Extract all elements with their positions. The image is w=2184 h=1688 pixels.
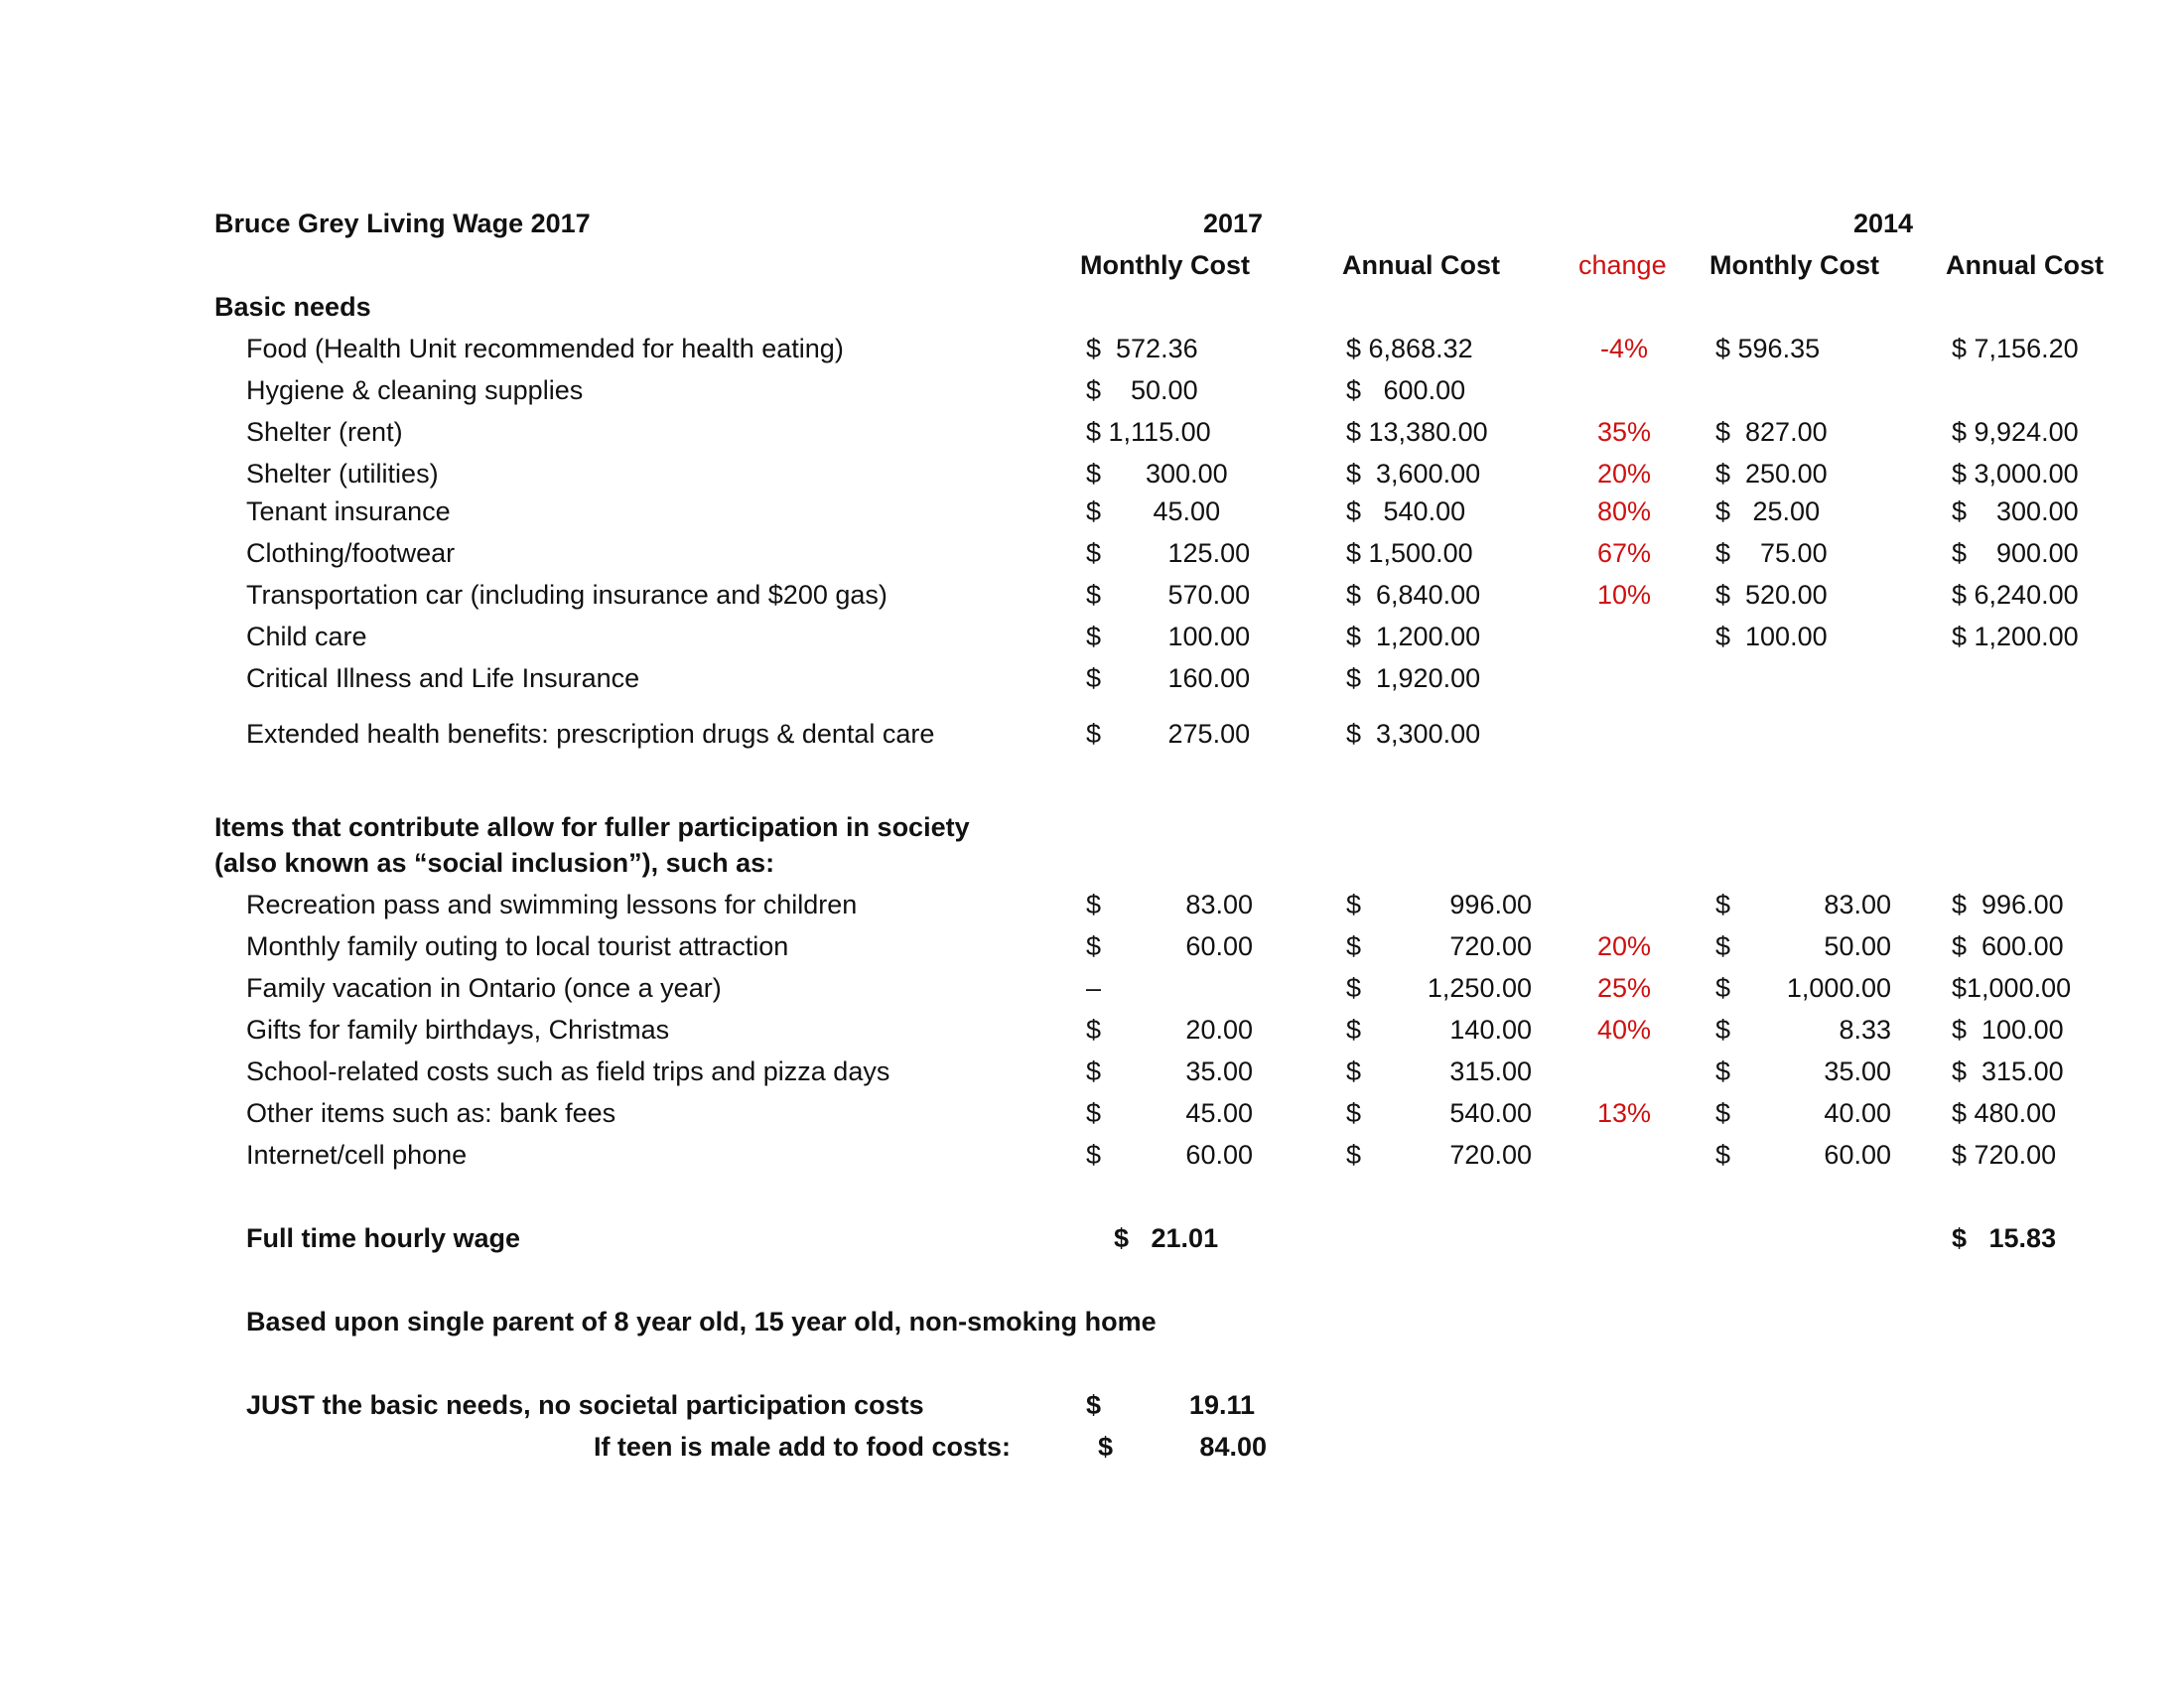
monthly-2014: 35.00	[1824, 1056, 1891, 1086]
annual-2017: $ 540.00	[1346, 496, 1466, 526]
row-label: Gifts for family birthdays, Christmas	[246, 1015, 670, 1045]
change-value: 25%	[1596, 973, 1652, 1003]
annual-2014: $ 3,000.00	[1952, 459, 2079, 489]
monthly-2017: 45.00	[1185, 1098, 1253, 1128]
change-value: -4%	[1599, 334, 1649, 363]
monthly-2014-currency: $	[1715, 1098, 1731, 1128]
monthly-2014: $ 75.00	[1715, 538, 1828, 568]
social-inclusion-heading-line2: (also known as “social inclusion”), such as:	[214, 848, 775, 878]
annual-2017: $ 6,840.00	[1346, 580, 1481, 610]
row-label: Critical Illness and Life Insurance	[246, 663, 640, 693]
annual-2017: $ 3,600.00	[1346, 459, 1481, 489]
annual-2017: 720.00	[1449, 1140, 1532, 1170]
row-label: Shelter (rent)	[246, 417, 403, 447]
year-2017-header: 2017	[1202, 209, 1264, 238]
monthly-2014-currency: $	[1715, 1056, 1731, 1086]
monthly-2014-currency: $	[1715, 973, 1731, 1003]
monthly-2014: $ 25.00	[1715, 496, 1821, 526]
annual-cost-2017-header: Annual Cost	[1342, 250, 1500, 280]
teen-food-currency: $	[1098, 1432, 1114, 1462]
annual-2014: $ 7,156.20	[1952, 334, 2079, 363]
row-label: School-related costs such as field trips and pizza days	[246, 1056, 890, 1086]
monthly-2017: $ 1,115.00	[1086, 417, 1211, 447]
annual-2017: 140.00	[1449, 1015, 1532, 1045]
monthly-cost-2017-header: Monthly Cost	[1080, 250, 1250, 280]
monthly-cost-2014-header: Monthly Cost	[1709, 250, 1879, 280]
change-value: 20%	[1596, 459, 1652, 489]
monthly-2017: 35.00	[1185, 1056, 1253, 1086]
monthly-2014: 83.00	[1824, 890, 1891, 919]
basic-only-value: 19.11	[1188, 1390, 1255, 1420]
monthly-2017: 83.00	[1185, 890, 1253, 919]
monthly-2017-currency: $	[1086, 1056, 1102, 1086]
row-label: Child care	[246, 622, 367, 651]
teen-food-label: If teen is male add to food costs:	[593, 1432, 1011, 1462]
monthly-2017: $ 45.00	[1086, 496, 1221, 526]
hourly-wage-label: Full time hourly wage	[246, 1223, 521, 1253]
annual-2017: $ 1,500.00	[1346, 538, 1473, 568]
monthly-2017: $ 300.00	[1086, 459, 1228, 489]
year-2014-header: 2014	[1852, 209, 1914, 238]
row-label: Recreation pass and swimming lessons for children	[246, 890, 858, 919]
annual-2014: $ 6,240.00	[1952, 580, 2079, 610]
annual-2017: $ 1,200.00	[1346, 622, 1481, 651]
monthly-2014: 60.00	[1824, 1140, 1891, 1170]
annual-2017-currency: $	[1346, 890, 1362, 919]
change-header: change	[1578, 250, 1667, 280]
annual-2017: $ 1,920.00	[1346, 663, 1481, 693]
annual-cost-2014-header: Annual Cost	[1946, 250, 2104, 280]
monthly-2017: 60.00	[1185, 1140, 1253, 1170]
annual-2017: $ 13,380.00	[1346, 417, 1488, 447]
row-label: Food (Health Unit recommended for health eating)	[246, 334, 844, 363]
row-label: Transportation car (including insurance and $200 gas)	[246, 580, 887, 610]
monthly-2017: 60.00	[1185, 931, 1253, 961]
monthly-2017-currency: –	[1086, 973, 1102, 1003]
monthly-2017: $ 570.00	[1086, 580, 1251, 610]
monthly-2017: $ 100.00	[1086, 622, 1251, 651]
annual-2017-currency: $	[1346, 1056, 1362, 1086]
monthly-2014: $ 827.00	[1715, 417, 1828, 447]
monthly-2014-currency: $	[1715, 890, 1731, 919]
annual-2014: $ 9,924.00	[1952, 417, 2079, 447]
monthly-2014: $ 250.00	[1715, 459, 1828, 489]
basic-only-label: JUST the basic needs, no societal participation costs	[246, 1390, 924, 1420]
monthly-2014: $ 100.00	[1715, 622, 1828, 651]
annual-2017: 315.00	[1449, 1056, 1532, 1086]
annual-2014: $ 600.00	[1952, 931, 2064, 961]
annual-2017-currency: $	[1346, 1015, 1362, 1045]
annual-2014: $ 1,200.00	[1952, 622, 2079, 651]
annual-2014: $ 720.00	[1952, 1140, 2057, 1170]
change-value: 40%	[1596, 1015, 1652, 1045]
row-label: Hygiene & cleaning supplies	[246, 375, 584, 405]
monthly-2017: 20.00	[1185, 1015, 1253, 1045]
annual-2017-currency: $	[1346, 1140, 1362, 1170]
row-label: Monthly family outing to local tourist attraction	[246, 931, 789, 961]
annual-2017: $ 6,868.32	[1346, 334, 1473, 363]
change-value: 13%	[1596, 1098, 1652, 1128]
basic-needs-heading: Basic needs	[214, 292, 371, 322]
monthly-2014-currency: $	[1715, 931, 1731, 961]
annual-2014: $ 100.00	[1952, 1015, 2064, 1045]
annual-2014: $1,000.00	[1952, 973, 2072, 1003]
annual-2017-currency: $	[1346, 931, 1362, 961]
row-label: Tenant insurance	[246, 496, 451, 526]
monthly-2017: $ 50.00	[1086, 375, 1198, 405]
annual-2017: 540.00	[1449, 1098, 1532, 1128]
monthly-2014: $ 596.35	[1715, 334, 1821, 363]
annual-2017: $ 3,300.00	[1346, 719, 1481, 749]
hourly-wage-2017: $ 21.01	[1114, 1223, 1219, 1253]
change-value: 67%	[1596, 538, 1652, 568]
monthly-2017-currency: $	[1086, 1098, 1102, 1128]
monthly-2017: $ 275.00	[1086, 719, 1251, 749]
annual-2014: $ 300.00	[1952, 496, 2079, 526]
social-inclusion-heading-line1: Items that contribute allow for fuller participation in society	[214, 812, 970, 842]
monthly-2017-currency: $	[1086, 1140, 1102, 1170]
annual-2017-currency: $	[1346, 1098, 1362, 1128]
monthly-2014: 8.33	[1839, 1015, 1891, 1045]
row-label: Clothing/footwear	[246, 538, 456, 568]
household-note: Based upon single parent of 8 year old, 15 year old, non-smoking home	[246, 1307, 1157, 1336]
change-value: 10%	[1596, 580, 1652, 610]
change-value: 20%	[1596, 931, 1652, 961]
annual-2014: $ 315.00	[1952, 1056, 2064, 1086]
row-label: Shelter (utilities)	[246, 459, 439, 489]
annual-2017: 720.00	[1449, 931, 1532, 961]
monthly-2014: 40.00	[1824, 1098, 1891, 1128]
page-title: Bruce Grey Living Wage 2017	[214, 209, 591, 238]
monthly-2014-currency: $	[1715, 1140, 1731, 1170]
annual-2017: 996.00	[1449, 890, 1532, 919]
annual-2014: $ 900.00	[1952, 538, 2079, 568]
annual-2017: $ 600.00	[1346, 375, 1466, 405]
monthly-2014: $ 520.00	[1715, 580, 1828, 610]
monthly-2017-currency: $	[1086, 931, 1102, 961]
monthly-2017: $ 125.00	[1086, 538, 1251, 568]
row-label: Other items such as: bank fees	[246, 1098, 616, 1128]
annual-2017: 1,250.00	[1427, 973, 1532, 1003]
hourly-wage-2014: $ 15.83	[1952, 1223, 2057, 1253]
annual-2014: $ 480.00	[1952, 1098, 2057, 1128]
monthly-2014-currency: $	[1715, 1015, 1731, 1045]
basic-only-currency: $	[1086, 1390, 1102, 1420]
monthly-2017-currency: $	[1086, 1015, 1102, 1045]
monthly-2014: 1,000.00	[1786, 973, 1891, 1003]
annual-2017-currency: $	[1346, 973, 1362, 1003]
monthly-2017: $ 160.00	[1086, 663, 1251, 693]
annual-2014: $ 996.00	[1952, 890, 2064, 919]
monthly-2014: 50.00	[1824, 931, 1891, 961]
change-value: 35%	[1596, 417, 1652, 447]
monthly-2017-currency: $	[1086, 890, 1102, 919]
row-label: Extended health benefits: prescription drugs & dental care	[246, 719, 935, 749]
teen-food-value: 84.00	[1199, 1432, 1267, 1462]
row-label: Family vacation in Ontario (once a year)	[246, 973, 722, 1003]
row-label: Internet/cell phone	[246, 1140, 468, 1170]
monthly-2017: $ 572.36	[1086, 334, 1198, 363]
change-value: 80%	[1596, 496, 1652, 526]
